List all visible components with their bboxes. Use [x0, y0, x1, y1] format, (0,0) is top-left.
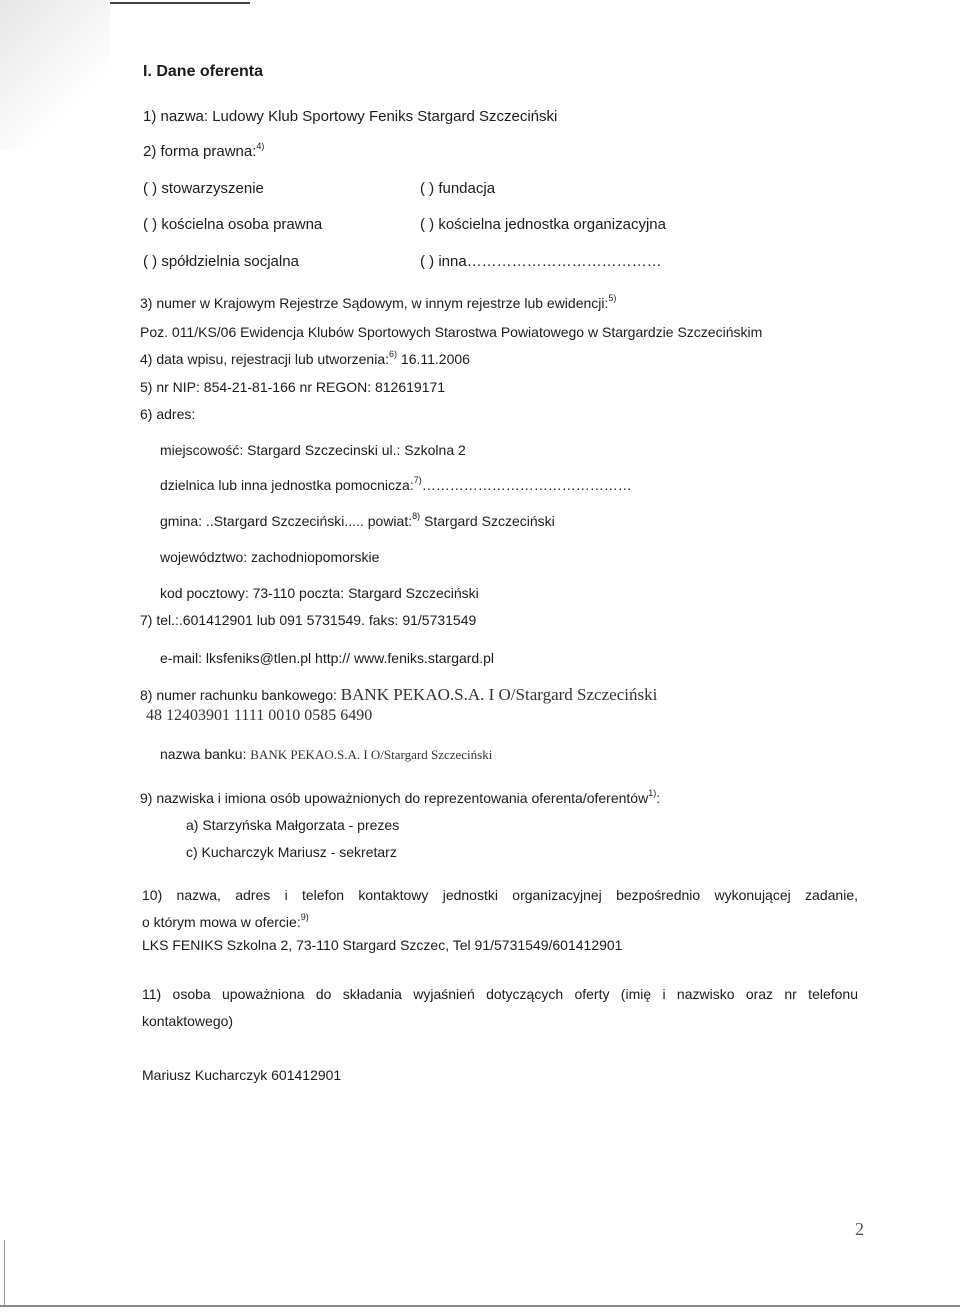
footnote-ref: 6) — [389, 349, 398, 359]
footnote-ref: 5) — [608, 293, 617, 303]
footnote-ref: 4) — [256, 141, 265, 151]
item-address: 6) adres: — [140, 406, 196, 422]
footnote-ref: 7) — [413, 475, 422, 485]
checkbox-option-church-unit: ( ) kościelna jednostka organizacyjna — [420, 216, 666, 233]
item-phone-fax: 7) tel.:.601412901 lub 091 5731549. faks: 91/5731549 — [140, 612, 477, 628]
bank-name-line — [160, 745, 492, 764]
page-number: 2 — [855, 1219, 864, 1239]
footnote-ref: 9) — [300, 912, 309, 922]
representatives-colon: : — [656, 790, 661, 806]
item-unit-line1: 10) nazwa, adres i telefon kontaktowy jednostki organizacyjnej bezpośrednio wykonującej zadanie, — [142, 887, 858, 903]
representatives-label: 9) nazwiska i imiona osób upoważnionych do reprezentowania oferenta/oferentów — [140, 790, 649, 806]
checkbox-option-church-legal-person: ( ) kościelna osoba prawna — [143, 216, 323, 233]
representative-item: a) Starzyńska Małgorzata - prezes — [186, 817, 400, 833]
representative-item: c) Kucharczyk Mariusz - sekretarz — [186, 844, 397, 860]
bank-account-number: 48 12403901 1111 0010 0585 6490 — [146, 707, 373, 724]
address-postal: kod pocztowy: 73-110 poczta: Stargard Szczeciński — [160, 585, 479, 601]
gmina-text: gmina: ..Stargard Szczeciński..... powiat: — [160, 513, 413, 529]
checkbox-option-foundation: ( ) fundacja — [420, 180, 496, 197]
item-registry — [140, 294, 616, 312]
checkbox-option-other: ( ) inna………………………………… — [420, 253, 662, 270]
contact-email-www: e-mail: lksfeniks@tlen.pl http:// www.feniks.stargard.pl — [160, 650, 495, 666]
bank-account-label: 8) numer rachunku bankowego: — [140, 687, 341, 703]
item-nip-regon: 5) nr NIP: 854-21-81-166 nr REGON: 812619171 — [140, 379, 446, 395]
bank-name-value: BANK PEKAO.S.A. I O/Stargard Szczeciński — [250, 747, 493, 762]
bank-inline-name: BANK PEKAO.S.A. I O/Stargard Szczeciński — [340, 685, 658, 704]
scan-left-edge — [4, 1240, 5, 1305]
scan-edge-line — [110, 2, 250, 4]
registration-date-value: 16.11.2006 — [397, 351, 470, 367]
item-name: 1) nazwa: Ludowy Klub Sportowy Feniks Stargard Szczeciński — [143, 108, 558, 125]
item-legal-form-label: 2) forma prawna: — [143, 143, 257, 160]
footnote-ref: 1) — [648, 788, 657, 798]
address-city: miejscowość: Stargard Szczecinski ul.: Szkolna 2 — [160, 442, 466, 458]
unit-contact-value: LKS FENIKS Szkolna 2, 73-110 Stargard Szczec, Tel 91/5731549/601412901 — [142, 937, 623, 953]
item-contact-person-line2: kontaktowego) — [142, 1013, 234, 1029]
powiat-value: Stargard Szczeciński — [420, 513, 555, 529]
item-legal-form — [143, 143, 264, 161]
registry-value: Poz. 011/KS/06 Ewidencja Klubów Sportowych Starostwa Powiatowego w Stargardzie Szczecińskim — [140, 324, 763, 340]
contact-person-value: Mariusz Kucharczyk 601412901 — [142, 1067, 342, 1083]
address-district — [160, 476, 632, 494]
checkbox-option-social-cooperative: ( ) spółdzielnia socjalna — [143, 253, 299, 270]
scan-shadow — [0, 0, 110, 150]
item-contact-person-line1: 11) osoba upoważniona do składania wyjaśnień dotyczących oferty (imię i nazwisko oraz nr telefonu — [142, 986, 858, 1002]
item-unit-line2 — [142, 913, 309, 931]
address-voivodeship: województwo: zachodniopomorskie — [160, 549, 380, 565]
checkbox-option-association: ( ) stowarzyszenie — [143, 180, 264, 197]
district-value: ……………………………………… — [421, 477, 632, 493]
item-registration-date — [140, 350, 470, 368]
section-heading: I. Dane oferenta — [143, 63, 264, 80]
scan-bottom-edge — [0, 1305, 960, 1307]
district-label: dzielnica lub inna jednostka pomocnicza: — [160, 477, 414, 493]
item-bank-account — [140, 686, 657, 704]
unit-label: o którym mowa w ofercie: — [142, 914, 301, 930]
bank-name-label: nazwa banku: — [160, 746, 251, 762]
registration-date-label: 4) data wpisu, rejestracji lub utworzenia: — [140, 351, 390, 367]
address-gmina-powiat — [160, 512, 555, 530]
item-registry-label: 3) numer w Krajowym Rejestrze Sądowym, w innym rejestrze lub ewidencji: — [140, 295, 609, 311]
footnote-ref: 8) — [412, 511, 421, 521]
item-representatives — [140, 789, 660, 807]
